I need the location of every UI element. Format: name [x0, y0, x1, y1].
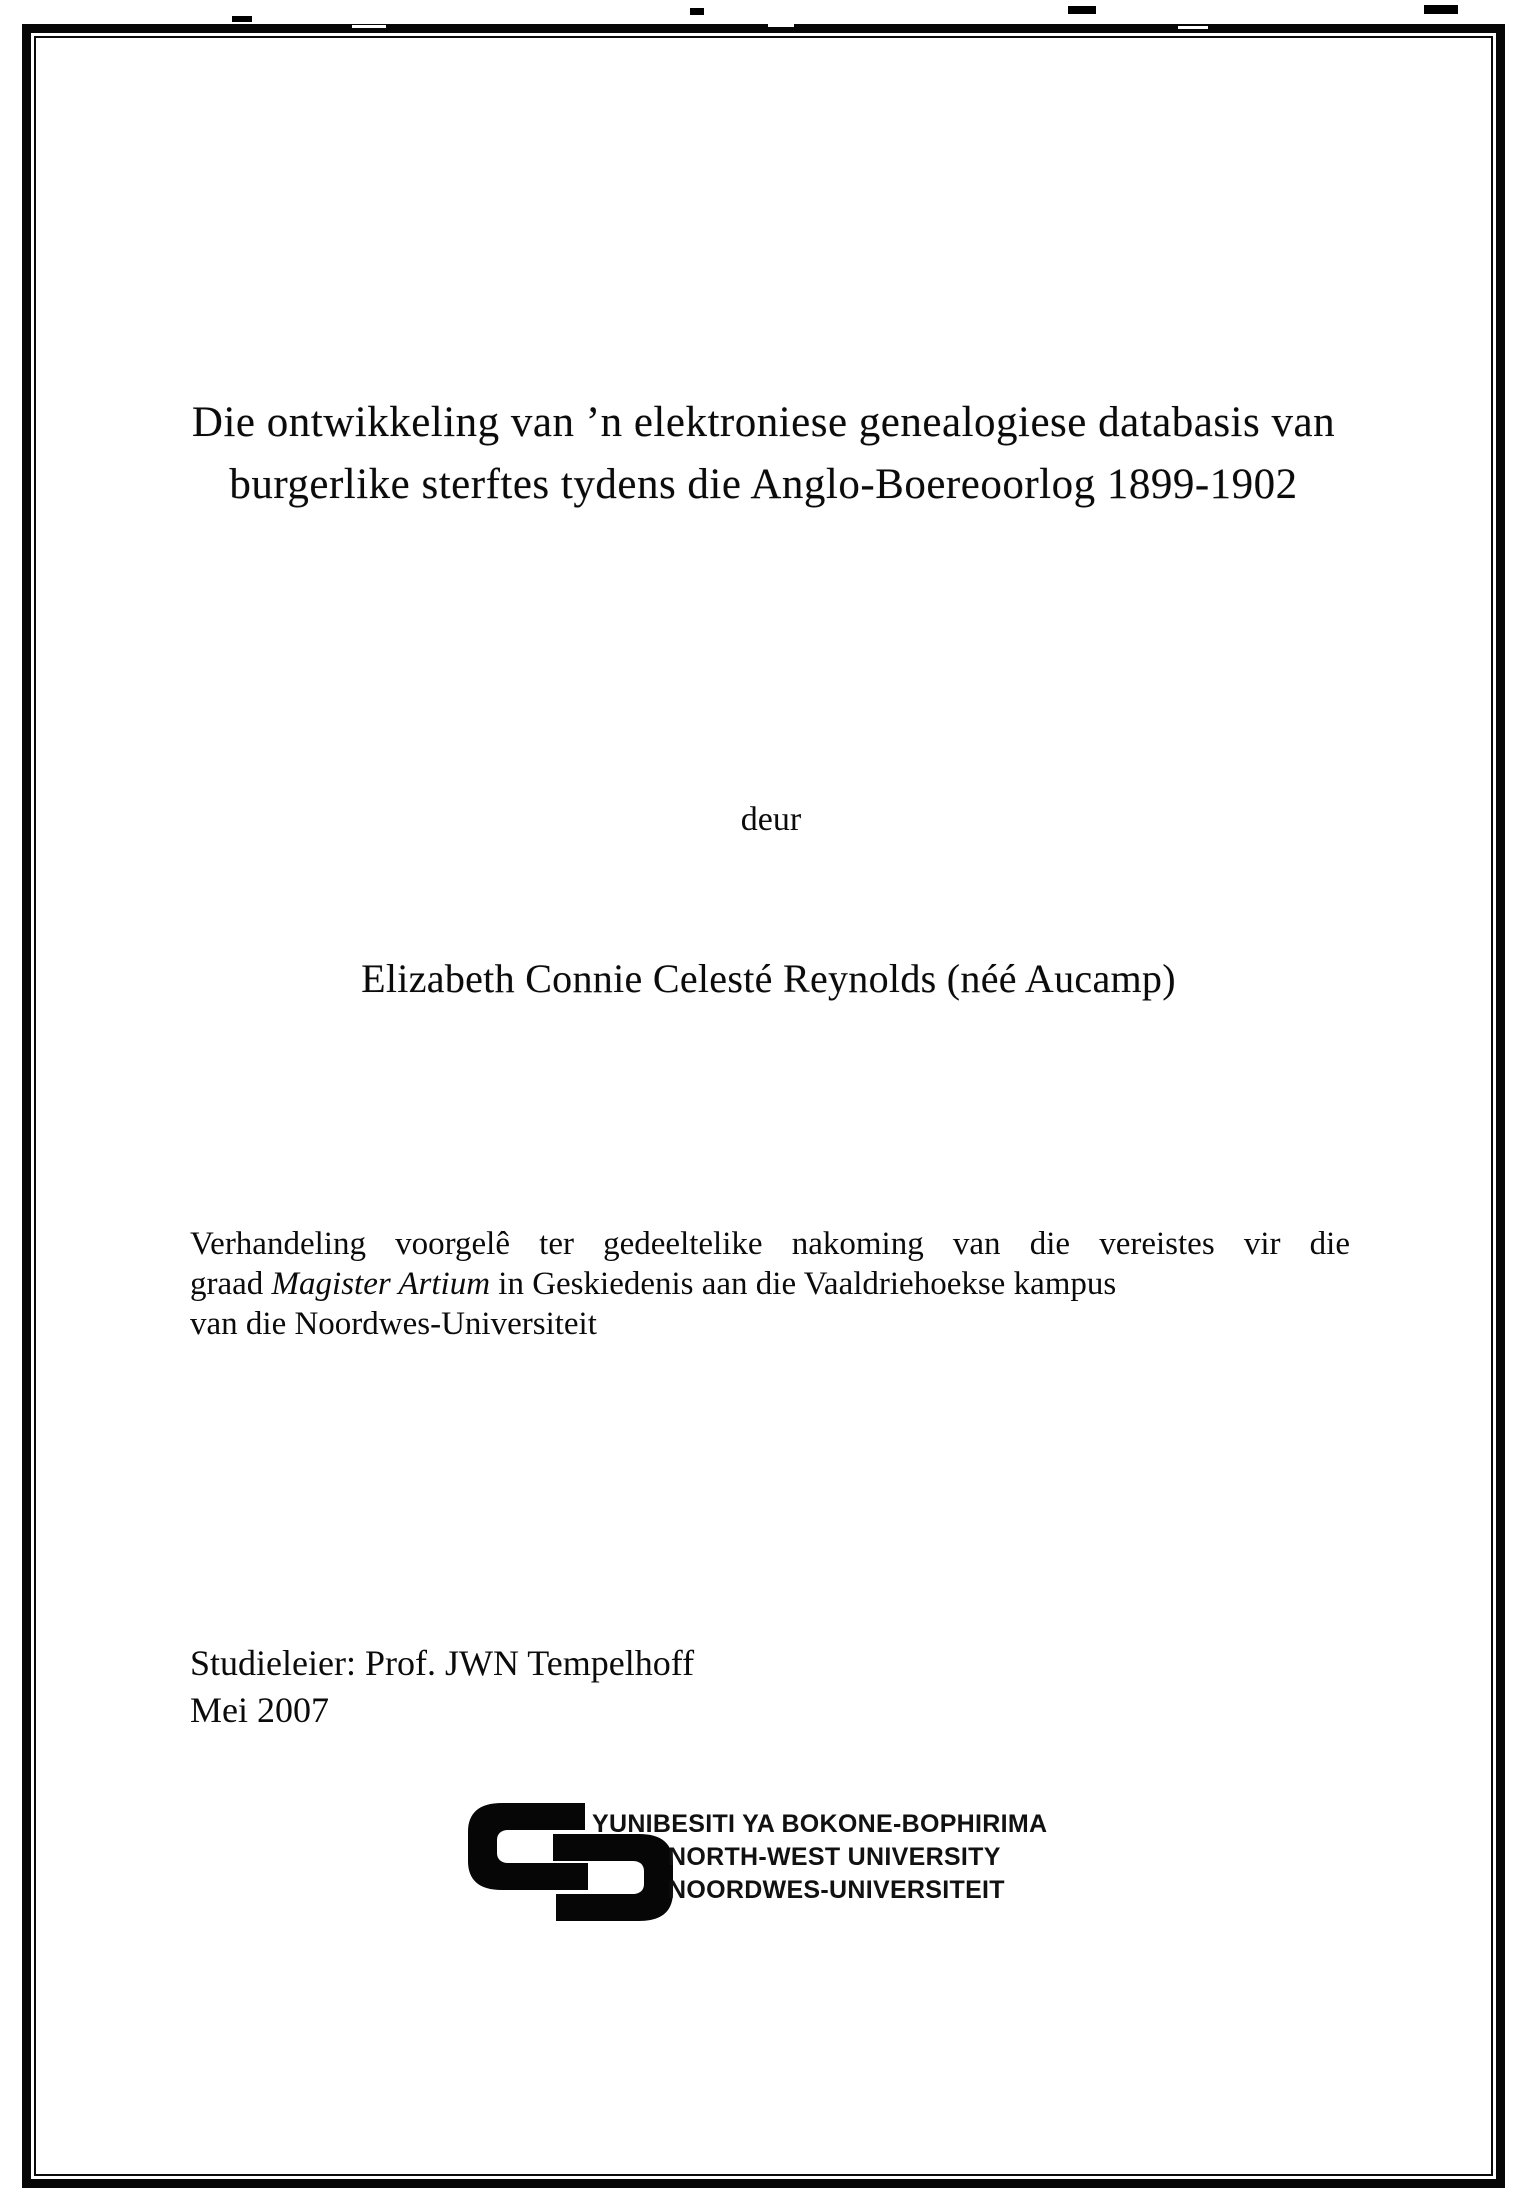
thesis-title-line2: burgerlike sterftes tydens die Anglo-Boereoorlog 1899-1902	[229, 461, 1298, 508]
university-logo	[468, 1803, 1088, 1933]
statement-line3: van die Noordwes-Universiteit	[190, 1306, 597, 1342]
statement-line2	[190, 1264, 1350, 1304]
university-logo-text	[592, 1808, 1047, 1907]
logo-line3: NOORDWES-UNIVERSITEIT	[668, 1876, 1005, 1904]
byline-label: deur	[740, 801, 802, 838]
logo-line1: YUNIBESITI YA BOKONE-BOPHIRIMA	[592, 1810, 1048, 1838]
statement-line2-suffix: in Geskiedenis aan die Vaaldriehoekse kampus	[490, 1266, 1117, 1302]
logo-line2: NORTH-WEST UNIVERSITY	[668, 1843, 1001, 1871]
statement-line1: Verhandeling voorgelê ter gedeeltelike nakoming van die vereistes vir die	[190, 1226, 1350, 1262]
thesis-title-line1: Die ontwikkeling van ’n elektroniese genealogiese databasis van	[191, 399, 1336, 446]
degree-name-italic: Magister Artium	[271, 1266, 491, 1302]
thesis-title	[70, 392, 1457, 516]
supervisor-block	[190, 1640, 694, 1734]
statement-line2-prefix: graad	[190, 1266, 272, 1302]
submission-statement	[190, 1224, 1350, 1344]
date-line: Mei 2007	[190, 1690, 329, 1730]
author-name: Elizabeth Connie Celesté Reynolds (néé Aucamp)	[361, 956, 1176, 1001]
supervisor-line: Studieleier: Prof. JWN Tempelhoff	[190, 1643, 695, 1683]
